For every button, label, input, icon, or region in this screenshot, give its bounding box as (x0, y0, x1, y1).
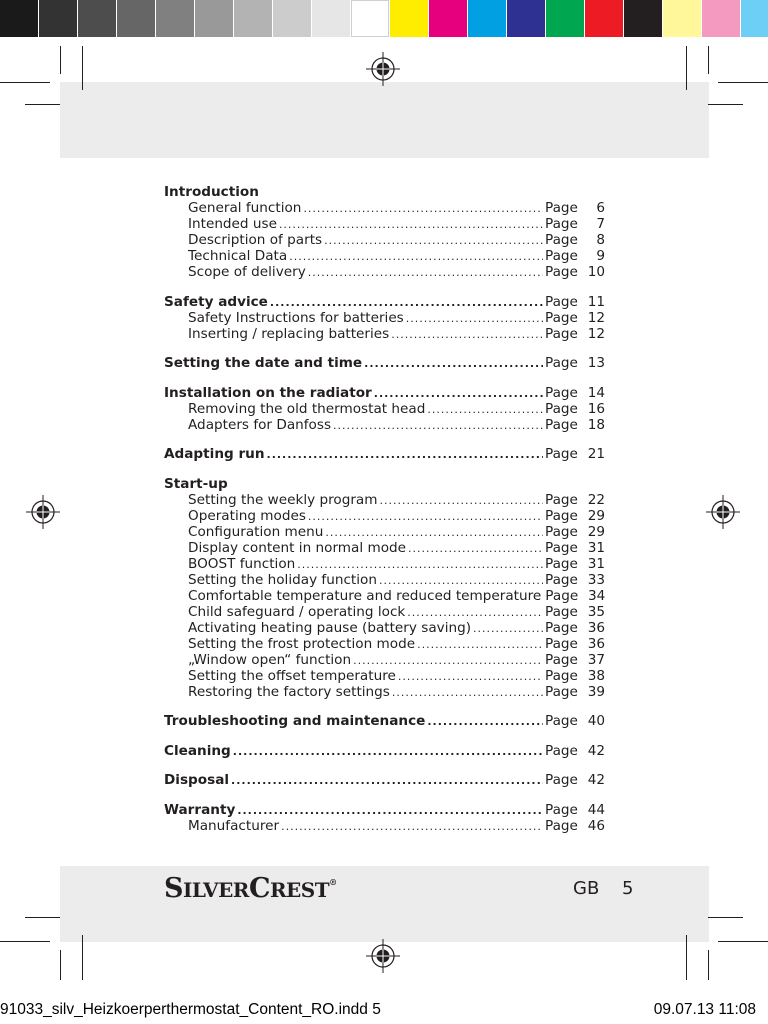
toc-section (164, 355, 605, 371)
color-swatch (468, 0, 506, 37)
toc-section-heading (164, 713, 605, 729)
toc-entry-label: Scope of delivery (188, 264, 306, 280)
page-word: Page (545, 232, 578, 248)
gray-swatch (39, 0, 77, 37)
registration-mark-icon (706, 495, 740, 529)
crop-mark (0, 82, 50, 83)
toc-page-number: 34 (587, 587, 606, 604)
dot-leader (270, 295, 543, 311)
toc-page-number: 36 (587, 635, 605, 652)
toc-entry-label: Configuration menu (188, 523, 324, 540)
toc-page-number: 35 (587, 603, 605, 620)
toc-section-title: Disposal (164, 772, 230, 788)
page-word: Page (545, 309, 578, 326)
table-of-contents (164, 184, 605, 847)
page-word: Page (545, 817, 578, 834)
toc-entry (164, 620, 605, 636)
registration-mark-icon (366, 939, 400, 973)
color-swatch (663, 0, 701, 37)
toc-page-number: 29 (587, 507, 605, 524)
toc-page-number: 39 (587, 683, 605, 700)
color-swatch (546, 0, 584, 37)
toc-section (164, 713, 605, 729)
toc-section (164, 294, 605, 342)
toc-section-heading (164, 294, 605, 310)
dot-leader (398, 669, 543, 685)
crop-mark (60, 46, 61, 74)
page-word: Page (545, 571, 578, 588)
gray-swatch (0, 0, 38, 37)
toc-entry-label: Display content in normal mode (188, 539, 407, 556)
toc-entry-label: „Window open“ function (188, 651, 352, 668)
page-word: Page (545, 667, 578, 684)
dot-leader (353, 653, 543, 669)
page-word: Page (545, 683, 578, 700)
crop-mark (82, 46, 83, 90)
dot-leader (391, 327, 543, 343)
gray-swatch (234, 0, 272, 37)
toc-entry (164, 232, 605, 248)
toc-section-heading (164, 446, 605, 462)
page-word: Page (545, 742, 578, 759)
toc-entry (164, 572, 605, 588)
dot-leader (417, 637, 543, 653)
crop-mark (0, 941, 50, 942)
dot-leader (324, 233, 543, 249)
page-word: Page (545, 523, 578, 540)
page-word: Page (545, 555, 578, 572)
header-band (60, 82, 709, 158)
toc-entry (164, 668, 605, 684)
dot-leader (427, 402, 543, 418)
crop-mark (686, 46, 687, 90)
toc-page-number: 46 (587, 817, 605, 834)
crop-mark (708, 104, 743, 105)
color-swatch (702, 0, 740, 37)
toc-page-number: 21 (587, 446, 605, 462)
crop-mark (718, 82, 768, 83)
toc-page-number: 12 (587, 325, 605, 342)
toc-page-number: 31 (587, 555, 605, 572)
dot-leader (297, 557, 543, 573)
toc-section (164, 184, 605, 280)
color-swatch (585, 0, 623, 37)
toc-entry-label: Safety Instructions for batteries (188, 309, 404, 326)
toc-page-number: 14 (587, 384, 605, 401)
toc-entry-label: Description of parts (188, 232, 323, 248)
footer-band (60, 866, 709, 942)
dot-leader (392, 685, 543, 701)
color-swatch (429, 0, 467, 37)
dot-leader (473, 621, 543, 637)
dot-leader (233, 744, 543, 760)
color-swatch (507, 0, 545, 37)
toc-section-heading (164, 743, 605, 759)
toc-page-number: 10 (587, 264, 605, 280)
page-word: Page (545, 248, 578, 264)
toc-entry (164, 310, 605, 326)
page-word: Page (545, 539, 578, 556)
toc-page-number: 37 (587, 651, 605, 668)
toc-page-number: 16 (587, 400, 605, 417)
toc-section (164, 446, 605, 462)
page-number: 5 (622, 878, 634, 899)
toc-entry (164, 417, 605, 433)
crop-mark (25, 917, 60, 918)
toc-entry (164, 652, 605, 668)
toc-entry (164, 248, 605, 264)
dot-leader (379, 573, 543, 589)
toc-entry-label: Intended use (188, 216, 277, 232)
toc-page-number: 7 (596, 216, 605, 232)
toc-page-number: 29 (587, 523, 605, 540)
crop-mark (708, 950, 709, 980)
toc-entry-label: Removing the old thermostat head (188, 400, 426, 417)
dot-leader (267, 447, 543, 463)
registration-mark-icon (26, 495, 60, 529)
toc-section (164, 743, 605, 759)
page-word: Page (545, 200, 578, 216)
toc-page-number: 44 (587, 801, 605, 818)
toc-section-heading (164, 772, 605, 788)
toc-entry-label: Comfortable temperature and reduced temperature (188, 587, 542, 604)
gray-swatch (351, 0, 389, 37)
page-word: Page (545, 264, 578, 280)
page-word: Page (545, 801, 578, 818)
page-word: Page (545, 491, 578, 508)
toc-section-heading (164, 802, 605, 818)
gray-swatch (156, 0, 194, 37)
page-word: Page (545, 416, 578, 433)
dot-leader (406, 311, 543, 327)
toc-entry-label: General function (188, 200, 302, 216)
toc-entry-label: Setting the weekly program (188, 491, 378, 508)
dot-leader (289, 249, 543, 265)
toc-entry-label: Activating heating pause (battery saving) (188, 619, 472, 636)
toc-section-heading (164, 385, 605, 401)
page-word: Page (545, 325, 578, 342)
page-word: Page (545, 216, 578, 232)
toc-page-number: 33 (587, 571, 605, 588)
toc-section-heading (164, 355, 605, 371)
dot-leader (333, 418, 543, 434)
toc-page-number: 42 (587, 772, 605, 788)
toc-entry-label: Manufacturer (188, 817, 280, 834)
toc-entry (164, 216, 605, 232)
crop-mark (686, 935, 687, 980)
toc-entry-label: Setting the holiday function (188, 571, 377, 588)
toc-entry (164, 200, 605, 216)
dot-leader (364, 356, 543, 372)
color-swatch (390, 0, 428, 37)
dot-leader (408, 541, 543, 557)
toc-entry (164, 401, 605, 417)
toc-entry-label: Inserting / replacing batteries (188, 325, 390, 342)
color-swatch (624, 0, 662, 37)
toc-section-title: Warranty (164, 801, 236, 818)
toc-entry (164, 492, 605, 508)
dot-leader (308, 509, 543, 525)
toc-page-number: 18 (587, 416, 605, 433)
crop-mark (708, 46, 709, 74)
dot-leader (407, 605, 543, 621)
crop-mark (25, 104, 60, 105)
toc-page-number: 36 (587, 619, 605, 636)
page-word: Page (545, 384, 578, 401)
toc-entry-label: Child safeguard / operating lock (188, 603, 406, 620)
crop-mark (718, 941, 768, 942)
toc-entry (164, 636, 605, 652)
dot-leader (231, 773, 543, 789)
toc-entry-label: Setting the frost protection mode (188, 635, 416, 652)
page-word: Page (545, 400, 578, 417)
toc-page-number: 9 (596, 248, 605, 264)
dot-leader (308, 265, 543, 281)
page-word: Page (545, 713, 578, 729)
toc-entry (164, 684, 605, 700)
toc-entry (164, 264, 605, 280)
toc-section-title: Adapting run (164, 446, 265, 462)
toc-section-title: Introduction (164, 184, 259, 200)
dot-leader (374, 386, 543, 402)
page-word: Page (545, 651, 578, 668)
page-word: Page (545, 635, 578, 652)
page-word: Page (545, 293, 578, 310)
toc-page-number: 38 (587, 667, 605, 684)
dot-leader (237, 803, 543, 819)
toc-page-number: 40 (587, 713, 605, 729)
registration-mark-icon (366, 52, 400, 86)
toc-section-title: Installation on the radiator (164, 384, 372, 401)
crop-mark (60, 950, 61, 980)
toc-entry (164, 818, 605, 834)
toc-page-number: 31 (587, 539, 605, 556)
silvercrest-logo: SILVERCREST® (164, 873, 337, 904)
toc-entry (164, 524, 605, 540)
dot-leader (281, 819, 543, 835)
page-word: Page (545, 772, 578, 788)
toc-page-number: 22 (587, 491, 605, 508)
toc-section-title: Start-up (164, 475, 228, 492)
toc-entry (164, 588, 605, 604)
toc-page-number: 8 (596, 232, 605, 248)
slug-filename: 91033_silv_Heizkoerperthermostat_Content_RO.indd 5 (0, 1001, 381, 1018)
gray-swatch (195, 0, 233, 37)
toc-entry (164, 326, 605, 342)
language-code: GB (573, 878, 600, 899)
toc-section-title: Safety advice (164, 293, 268, 310)
toc-section-title: Troubleshooting and maintenance (164, 713, 426, 729)
slug-datetime: 09.07.13 11:08 (653, 1001, 756, 1018)
dot-leader (427, 714, 543, 730)
toc-entry-label: Setting the offset temperature (188, 667, 396, 684)
page-word: Page (545, 507, 578, 524)
toc-entry-label: Technical Data (188, 248, 288, 264)
crop-mark (82, 935, 83, 980)
gray-swatch (312, 0, 350, 37)
dot-leader (303, 201, 543, 217)
toc-section (164, 772, 605, 788)
grayscale-calibration-bar (0, 0, 390, 39)
toc-entry-label: Operating modes (188, 507, 306, 524)
dot-leader (325, 525, 543, 541)
toc-section-title: Cleaning (164, 742, 231, 759)
toc-section (164, 476, 605, 700)
color-calibration-bar (390, 0, 768, 39)
toc-section-title: Setting the date and time (164, 355, 363, 371)
dot-leader (279, 217, 543, 233)
gray-swatch (78, 0, 116, 37)
toc-section (164, 802, 605, 834)
toc-entry (164, 540, 605, 556)
toc-page-number: 6 (596, 200, 605, 216)
page-word: Page (545, 355, 578, 371)
page-word: Page (545, 587, 579, 604)
toc-entry (164, 604, 605, 620)
dot-leader (380, 493, 543, 509)
color-swatch (741, 0, 768, 37)
toc-entry-label: Adapters for Danfoss (188, 416, 332, 433)
page-word: Page (545, 446, 578, 462)
page-word: Page (545, 603, 578, 620)
toc-page-number: 42 (587, 742, 605, 759)
toc-page-number: 12 (587, 309, 605, 326)
toc-page-number: 13 (587, 355, 605, 371)
toc-section (164, 385, 605, 433)
toc-entry-label: BOOST function (188, 555, 296, 572)
toc-entry (164, 508, 605, 524)
gray-swatch (273, 0, 311, 37)
toc-page-number: 11 (587, 293, 605, 310)
toc-entry-label: Restoring the factory settings (188, 683, 390, 700)
gray-swatch (117, 0, 155, 37)
page-word: Page (545, 619, 578, 636)
crop-mark (708, 917, 743, 918)
toc-entry (164, 556, 605, 572)
